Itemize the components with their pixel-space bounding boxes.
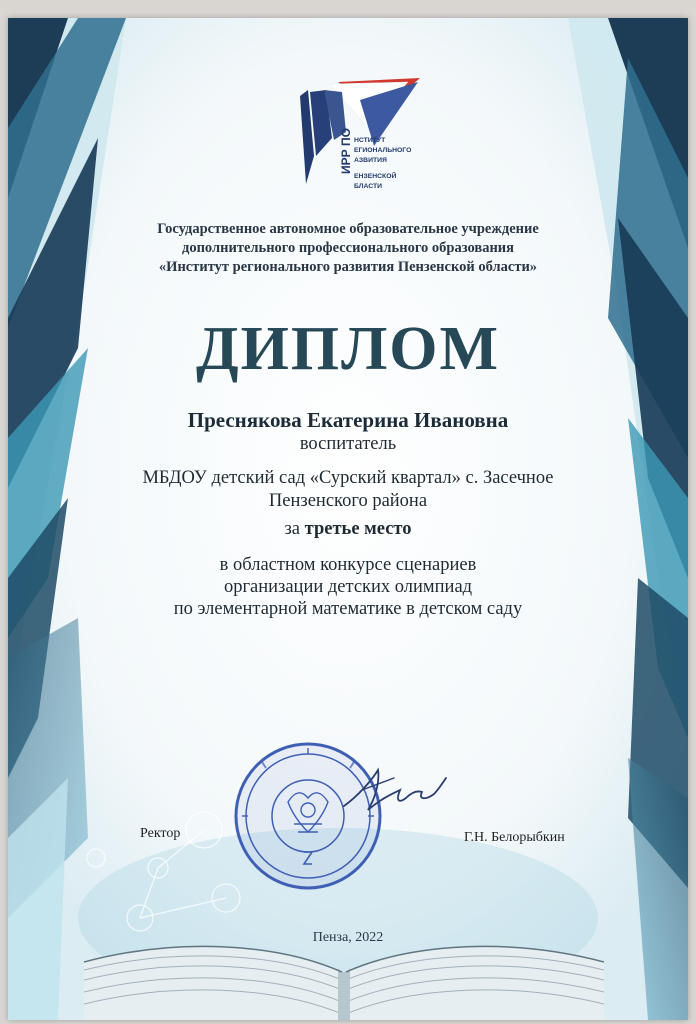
rector-signature xyxy=(338,760,448,820)
institution-line-2: Пензенского района xyxy=(268,491,428,511)
institute-logo xyxy=(290,60,430,194)
award-line-1: в областном конкурсе сценариев xyxy=(219,555,477,575)
institution-line-1: МБДОУ детский сад «Сурский квартал» с. Засечное xyxy=(142,468,554,488)
logo-line-5: БЛАСТИ xyxy=(354,183,383,190)
logo-vertical-text: ИРР ПО xyxy=(339,128,353,174)
rector-name: Г.Н. Белорыбкин xyxy=(464,830,565,845)
organization-line-1: Государственное автономное образовательное учреждение xyxy=(157,221,539,237)
award-prefix: за xyxy=(284,519,305,539)
recipient-name: Преснякова Екатерина Ивановна xyxy=(187,408,509,432)
logo-line-4: ЕНЗЕНСКОЙ xyxy=(354,173,397,180)
open-book-image xyxy=(84,898,604,1020)
organization-header xyxy=(8,220,688,277)
recipient-position: воспитатель xyxy=(299,434,397,454)
award-line-3: по элементарной математике в детском саду xyxy=(173,599,523,619)
organization-line-2: дополнительного профессионального образования xyxy=(181,240,514,256)
award-place: третье место xyxy=(304,519,412,539)
place-and-year: Пенза, 2022 xyxy=(312,930,384,945)
diploma-title: ДИПЛОМ xyxy=(195,315,501,383)
logo-line-3: АЗВИТИЯ xyxy=(354,157,387,164)
organization-line-3: «Институт регионального развития Пензенской области» xyxy=(158,259,538,275)
award-line-2: организации детских олимпиад xyxy=(223,577,473,597)
award-place-line xyxy=(8,518,688,540)
logo-line-1: НСТИТУТ xyxy=(354,137,386,144)
logo-line-2: ЕГИОНАЛЬНОГО xyxy=(354,147,412,154)
rector-role-label: Ректор xyxy=(140,826,181,841)
diploma-sheet xyxy=(8,18,688,1020)
